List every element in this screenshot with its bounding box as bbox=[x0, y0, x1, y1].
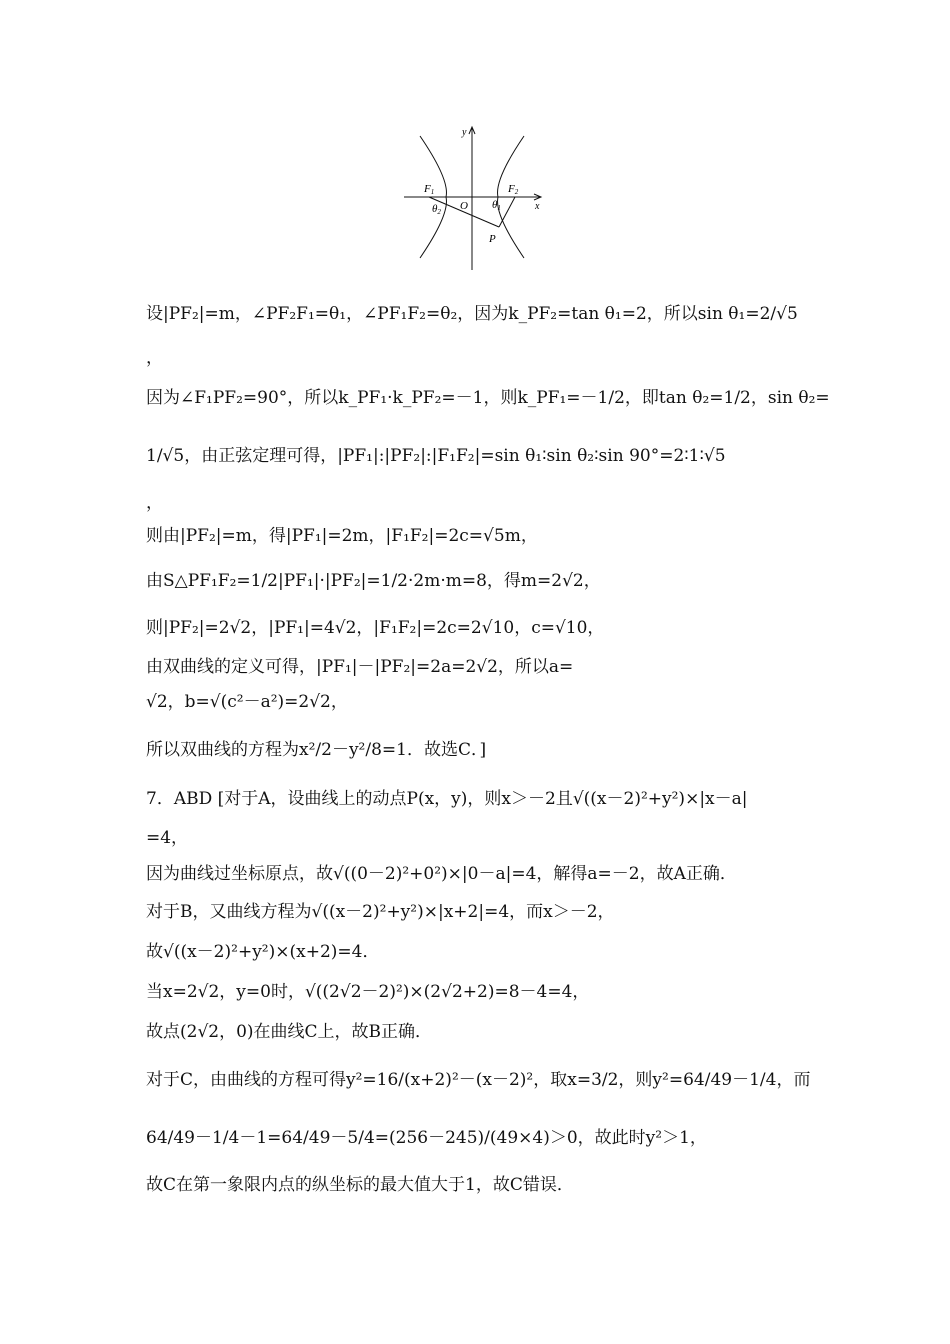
solution-line-6: 则由|PF₂|=m，得|PF₁|=2m，|F₁F₂|=2c=√5m， bbox=[146, 526, 538, 546]
solution-line-11: 所以双曲线的方程为x²/2－y²/8=1．故选C．] bbox=[146, 740, 487, 760]
solution-line-18: 故点(2√2，0)在曲线C上，故B正确． bbox=[146, 1022, 433, 1042]
segment-f2-p bbox=[499, 197, 515, 227]
label-p: P bbox=[489, 233, 496, 245]
solution-line-20: 64/49－1/4－1=64/49－5/4=(256－245)/(49×4)＞0，故此时y²＞1， bbox=[146, 1128, 707, 1148]
solution-line-21: 故C在第一象限内点的纵坐标的最大值大于1，故C错误． bbox=[146, 1175, 574, 1195]
solution-line-1: 设|PF₂|=m，∠PF₂F₁=θ₁，∠PF₁F₂=θ₂，因为k_PF₂=tan θ₁=2，所以sin θ₁=2/√5 bbox=[146, 304, 798, 324]
solution-line-3: 因为∠F₁PF₂=90°，所以k_PF₁·k_PF₂=－1，则k_PF₁=－1/2，即tan θ₂=1/2，sin θ₂= bbox=[146, 388, 830, 408]
label-f1: F1 bbox=[424, 183, 435, 196]
solution-line-14: 因为曲线过坐标原点，故√((0－2)²+0²)×|0－a|=4，解得a=－2，故A正确． bbox=[146, 864, 737, 884]
solution-line-13: =4， bbox=[146, 828, 189, 848]
solution-line-9: 由双曲线的定义可得，|PF₁|－|PF₂|=2a=2√2，所以a= bbox=[146, 657, 574, 677]
solution-line-12: 7．ABD [对于A，设曲线上的动点P(x，y)，则x＞－2且√((x－2)²+y²)×|x－a| bbox=[146, 789, 748, 809]
label-y: y bbox=[462, 127, 467, 138]
label-o: O bbox=[460, 200, 468, 212]
label-x: x bbox=[535, 201, 540, 212]
solution-line-10: √2，b=√(c²－a²)=2√2， bbox=[146, 692, 348, 712]
solution-line-16: 故√((x－2)²+y²)×(x+2)=4． bbox=[146, 942, 380, 962]
hyperbola-figure bbox=[398, 124, 554, 272]
label-theta2: θ2 bbox=[432, 203, 441, 216]
solution-line-4: 1/√5，由正弦定理可得，|PF₁|:|PF₂|:|F₁F₂|=sin θ₁∶sin θ₂∶sin 90°=2∶1∶√5 bbox=[146, 446, 726, 466]
solution-line-17: 当x=2√2，y=0时，√((2√2－2)²)×(2√2+2)=8－4=4， bbox=[146, 982, 590, 1002]
label-f2: F2 bbox=[508, 183, 519, 196]
solution-line-19: 对于C，由曲线的方程可得y²=16/(x+2)²－(x－2)²，取x=3/2，则y²=64/49－1/4，而 bbox=[146, 1070, 811, 1090]
solution-line-5: ， bbox=[146, 493, 163, 513]
solution-line-15: 对于B，又曲线方程为√((x－2)²+y²)×|x+2|=4，而x＞－2， bbox=[146, 902, 615, 922]
solution-line-7: 由S△PF₁F₂=1/2|PF₁|·|PF₂|=1/2·2m·m=8，得m=2√2， bbox=[146, 571, 601, 591]
label-theta1: θ1 bbox=[492, 199, 501, 212]
solution-line-8: 则|PF₂|=2√2，|PF₁|=4√2，|F₁F₂|=2c=2√10，c=√10， bbox=[146, 618, 605, 638]
solution-line-2: ， bbox=[146, 348, 163, 368]
